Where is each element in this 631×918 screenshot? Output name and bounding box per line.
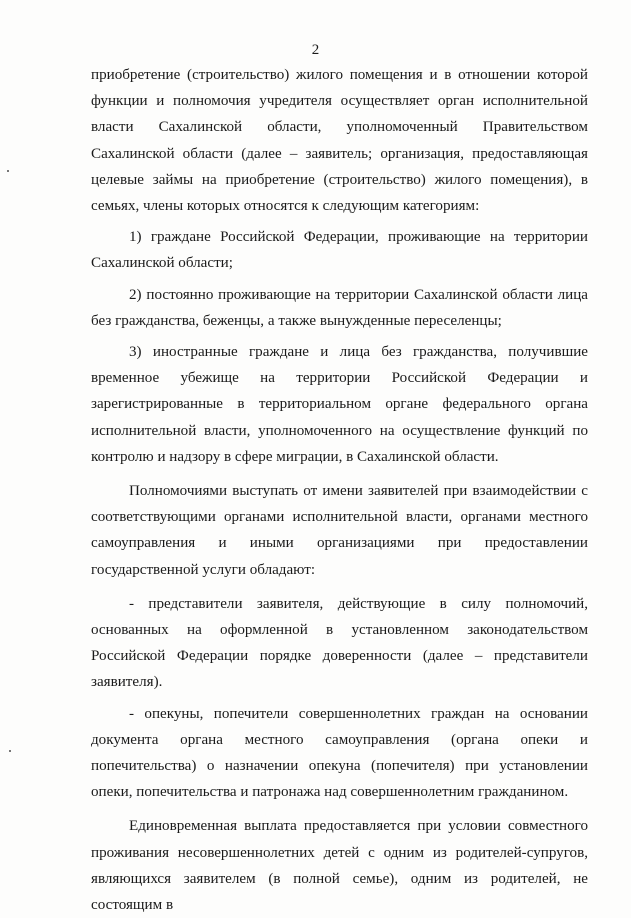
scan-speck — [7, 170, 9, 172]
paragraph: Единовременная выплата предоставляется при условии совместного проживания несовершеннолетних детей с одним из родителей-супругов, являющихся заявителем (в полной семье), одним из родителей, не состоящим в — [91, 818, 588, 914]
paragraph: 3) иностранные граждане и лица без гражданства, получившие временное убежище на территории Российской Федерации и зарегистрированные в территориальном органе федерального органа исполнительной власти, уполномоченного на осуществление функций по контролю и надзору в сфере миграции, в Сахалинской области. — [91, 344, 588, 465]
paragraph: приобретение (строительство) жилого помещения и в отношении которой функции и полномочия учредителя осуществляет орган исполнительной власти Сахалинской области, уполномоченный Правительством Сахалинской области (далее – заявитель; организация, предоставляющая целевые займы на приобретение (строительство) жилого помещения), в семьях, члены которых относятся к следующим категориям: — [91, 67, 588, 215]
document-body — [91, 62, 588, 918]
paragraph: 1) граждане Российской Федерации, проживающие на территории Сахалинской области; — [91, 229, 588, 272]
scan-speck — [9, 750, 11, 752]
paragraph: - представители заявителя, действующие в силу полномочий, основанных на оформленной в установленном законодательством Российской Федерации порядке доверенности (далее – представители заявителя). — [91, 595, 588, 691]
paragraph: 2) постоянно проживающие на территории Сахалинской области лица без гражданства, беженцы, а также вынужденные переселенцы; — [91, 286, 588, 329]
paragraph: Полномочиями выступать от имени заявителей при взаимодействии с соответствующими органами исполнительной власти, органами местного самоуправления и иными организациями при предоставлении государственной услуги обладают: — [91, 483, 588, 578]
paragraph: - опекуны, попечители совершеннолетних граждан на основании документа органа местного самоуправления (органа опеки и попечительства) о назначении опекуна (попечителя) при установлении опеки, попечительства и патронажа над совершеннолетним гражданином. — [91, 705, 588, 801]
page-number: 2 — [311, 42, 320, 58]
